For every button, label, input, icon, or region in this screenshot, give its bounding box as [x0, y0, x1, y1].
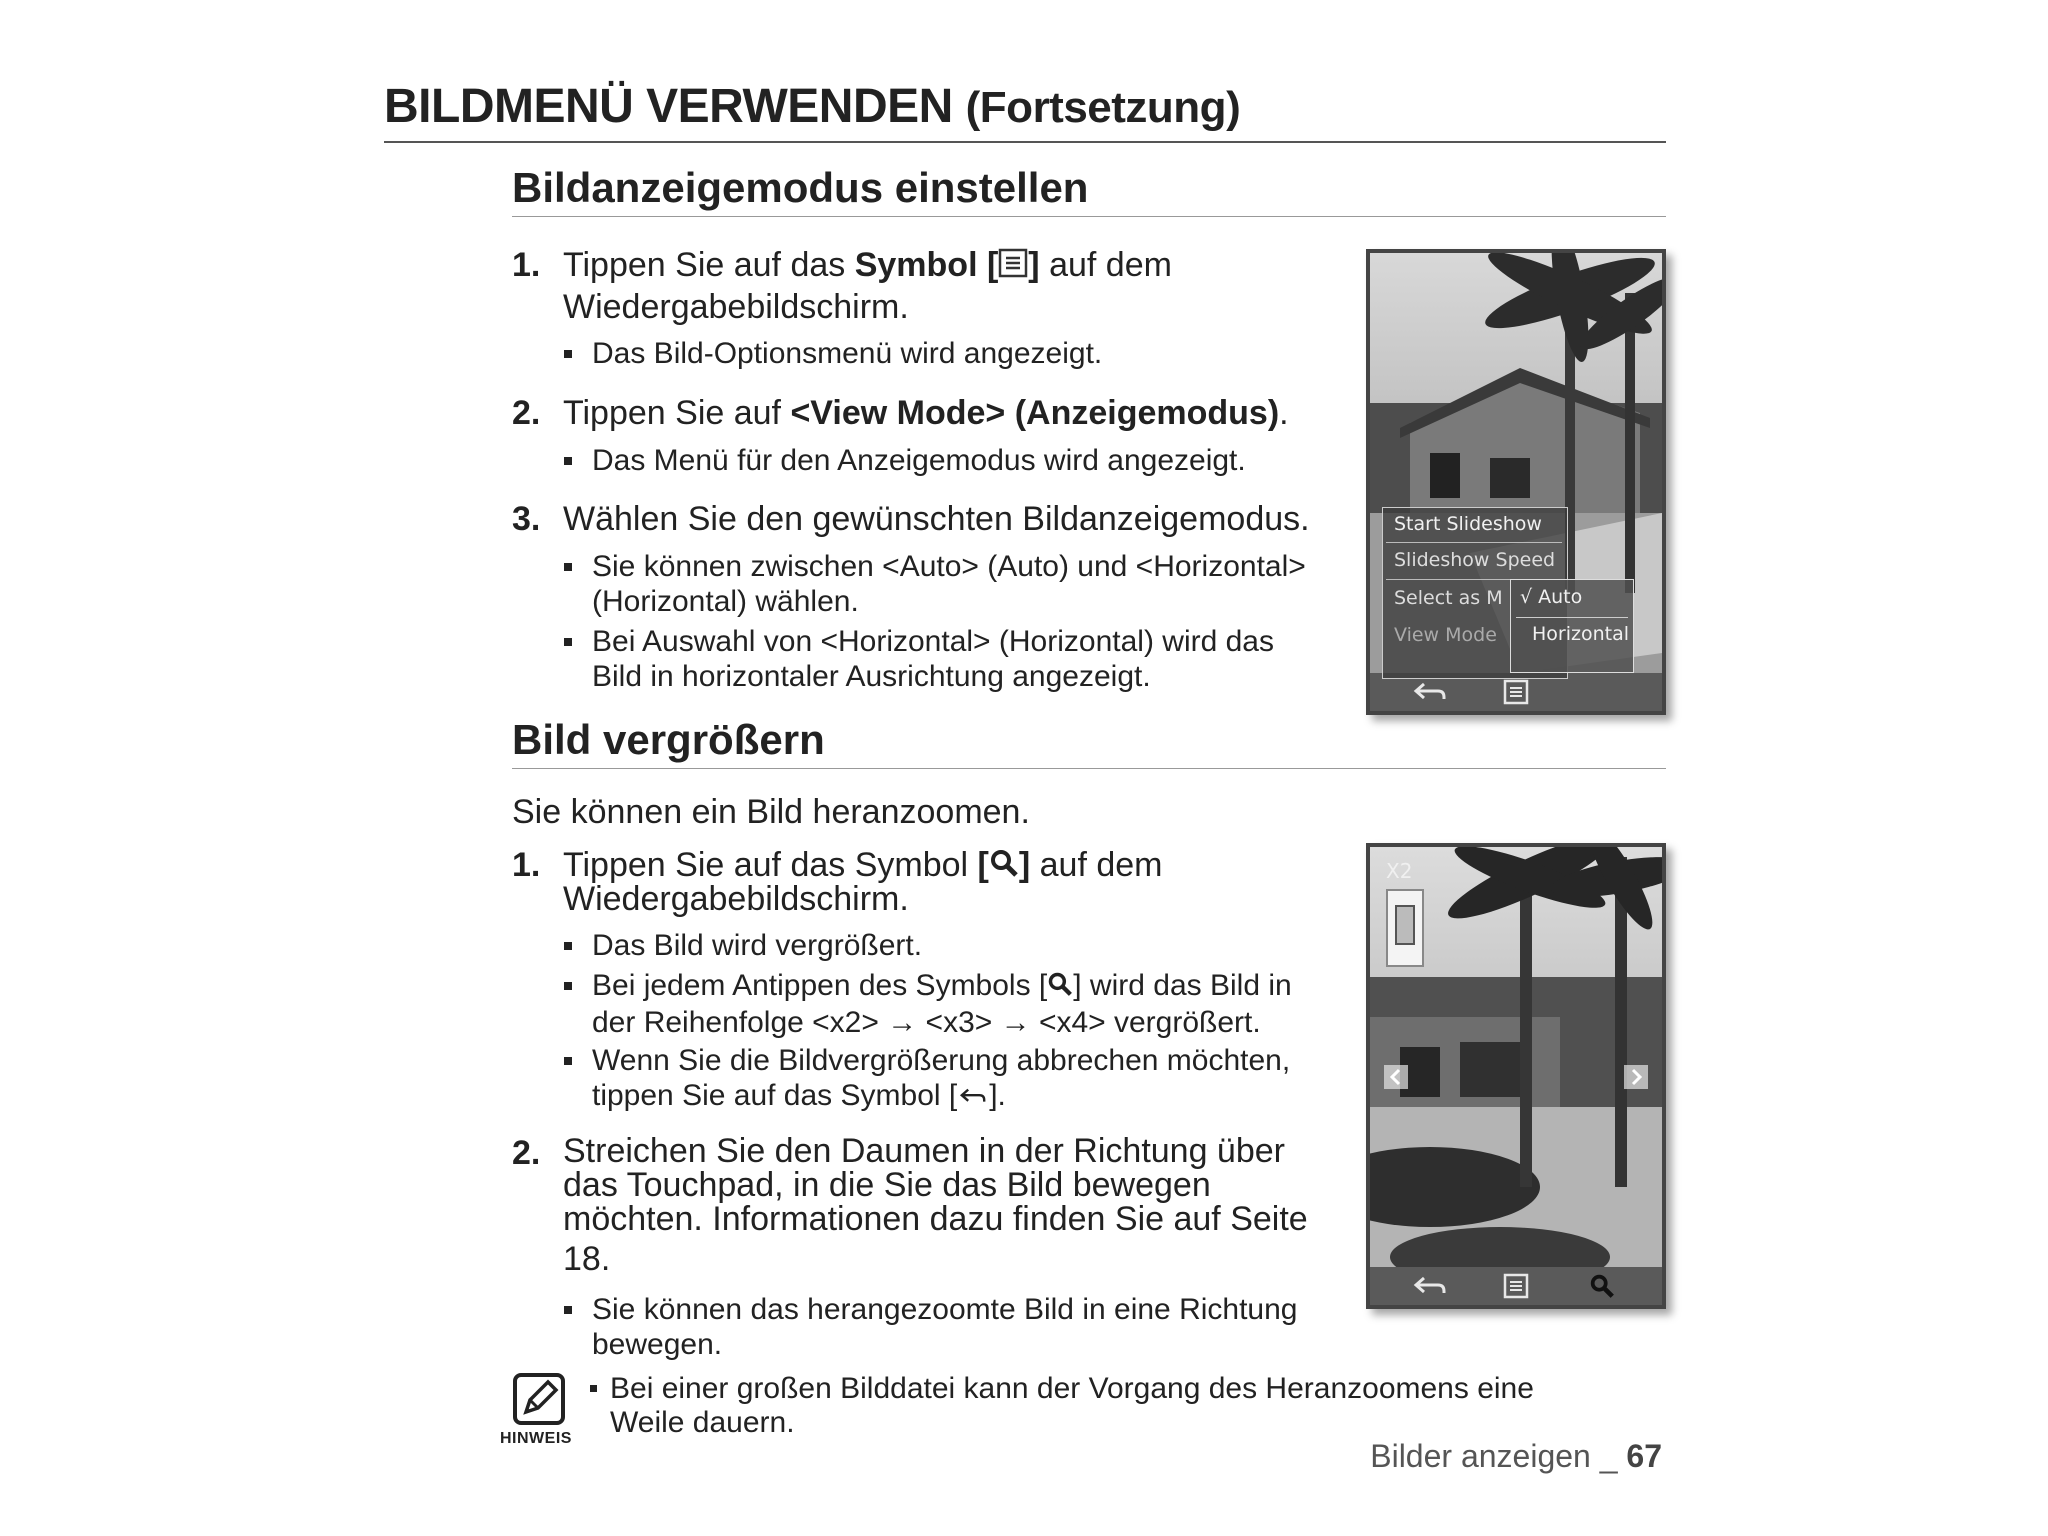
- step-text: Tippen Sie auf <View Mode> (Anzeigemodus).: [563, 394, 1289, 432]
- menu-divider: [1386, 542, 1562, 543]
- bullet-item: Sie können das herangezoomte Bild in eine Richtung bewegen.: [592, 1293, 1298, 1361]
- section-intro: Sie können ein Bild heranzoomen.: [512, 793, 1030, 831]
- bullet-item: Sie können zwischen <Auto> (Auto) und <Horizontal> (Horizontal) wählen.: [592, 550, 1306, 618]
- bullet-item: Das Bild-Optionsmenü wird angezeigt.: [592, 337, 1103, 370]
- back-icon[interactable]: [1410, 1273, 1450, 1299]
- menu-list-icon[interactable]: [1502, 1272, 1530, 1300]
- pan-left-arrow[interactable]: [1384, 1065, 1408, 1089]
- bullet-item: Das Bild wird vergrößert.: [592, 929, 923, 962]
- pan-right-arrow[interactable]: [1624, 1065, 1648, 1089]
- page-title: BILDMENÜ VERWENDEN (Fortsetzung): [384, 78, 1666, 143]
- note-bullet: [590, 1385, 597, 1392]
- device-screenshot-zoom: [1366, 843, 1666, 1309]
- section-title-view-mode: Bildanzeigemodus einstellen: [512, 162, 1666, 217]
- bullet-item: Bei Auswahl von <Horizontal> (Horizontal) wird das Bild in horizontaler Ausrichtung angezeigt.: [592, 625, 1274, 693]
- zoom-slider[interactable]: [1386, 889, 1424, 967]
- menu-divider: [1516, 617, 1628, 618]
- zoom-level-label: X2: [1386, 859, 1413, 883]
- search-icon[interactable]: [1588, 1272, 1616, 1300]
- step-text-cont: Wiedergabebildschirm.: [563, 880, 909, 918]
- step-number: 1.: [512, 846, 541, 884]
- step-number: 2.: [512, 1134, 541, 1172]
- section-title-zoom: Bild vergrößern: [512, 714, 1666, 769]
- note-label: HINWEIS: [500, 1430, 572, 1447]
- step-text: Tippen Sie auf das Symbol [ ] auf dem: [563, 246, 1172, 286]
- page-subtitle: (Fortsetzung): [965, 83, 1241, 132]
- note-pencil-icon: [512, 1372, 566, 1431]
- menu-item-select-as[interactable]: Select as M: [1394, 587, 1503, 609]
- menu-list-icon: [998, 248, 1028, 286]
- menu-list-icon[interactable]: [1502, 678, 1530, 706]
- menu-item-slideshow-speed[interactable]: Slideshow Speed: [1394, 549, 1556, 571]
- back-icon[interactable]: [1410, 679, 1450, 705]
- step-text: Tippen Sie auf das Symbol [ ] auf dem: [563, 846, 1163, 886]
- page-footer: Bilder anzeigen _ 67: [1370, 1438, 1662, 1474]
- step-text-cont: Wiedergabebildschirm.: [563, 288, 909, 326]
- device-screenshot-view-mode: [1366, 249, 1666, 715]
- step-number: 3.: [512, 500, 541, 538]
- step-text: Wählen Sie den gewünschten Bildanzeigemodus.: [563, 500, 1310, 538]
- step-number: 2.: [512, 394, 541, 432]
- menu-item-start-slideshow[interactable]: Start Slideshow: [1394, 513, 1542, 535]
- menu-item-view-mode[interactable]: View Mode: [1394, 624, 1497, 646]
- manual-page: BILDMENÜ VERWENDEN (Fortsetzung) Bildanzeigemodus einstellen 1. Tippen Sie auf das Symbol [ ] auf dem Wiedergabebildschirm. Das Bild-Optionsmenü wird angezeigt. 2. Tippen Sie auf <View Mode> (Anzeigemodus). Das Menü für den Anzeigemodus wird angezeigt. 3. Wählen Sie den gewünschten Bildanzeigemodus. Sie können zwischen <Auto> (Auto) und <Horizontal> (Horizontal) wählen. Bei Auswahl von <Horizontal> (Horizontal) wird das Bild in horizontaler Ausrichtung angezeigt. Start Slideshow Slideshow Speed Select as M View Mode √ Auto Horizontal Bild vergrößern Sie können ein Bild heranzoomen. 1. Tippen Sie auf das Symbol [ ] auf dem Wiedergabebildschirm. Das Bild wird vergrößert. Bei jedem Antippen des Symbols [ ] wird das Bild in der Reihenfolge <x2> → <x3> → <x4> vergrößert. Wenn Sie die Bildvergrößerung abbrechen möchten, tippen Sie auf das Symbol [ ]. 2. Streichen Sie den Daumen in der Richtung über das Touchpad, in die Sie das Bild bewegen möchten. Informationen dazu finden Sie auf Seite 18. Sie können das herangezoomte Bild in eine Richtung bewegen. X2 HINWEIS Bei einer großen Bilddatei kann der Vorgang des Heranzoomens eine Weile dauern. Bilder anzeigen _ 67: [0, 0, 2048, 1536]
- page-number: 67: [1626, 1438, 1662, 1474]
- zoom-slider-thumb[interactable]: [1395, 905, 1415, 945]
- back-icon: [957, 1080, 989, 1115]
- bullet-item: Wenn Sie die Bildvergrößerung abbrechen möchten, tippen Sie auf das Symbol [ ].: [592, 1043, 1290, 1115]
- bullet-item: Bei jedem Antippen des Symbols [ ] wird das Bild in der Reihenfolge <x2> → <x3> → <x4> vergrößert.: [592, 969, 1292, 1039]
- search-icon: [1047, 970, 1073, 1005]
- submenu-item-horizontal[interactable]: Horizontal: [1532, 623, 1630, 645]
- search-icon: [989, 848, 1019, 886]
- step-number: 1.: [512, 246, 541, 284]
- submenu-item-auto[interactable]: √ Auto: [1520, 586, 1583, 608]
- bullet-item: Das Menü für den Anzeigemodus wird angezeigt.: [592, 444, 1246, 477]
- step-text: Streichen Sie den Daumen in der Richtung über das Touchpad, in die Sie das Bild bewegen möchten. Informationen dazu finden Sie auf Seite 18.: [563, 1132, 1308, 1278]
